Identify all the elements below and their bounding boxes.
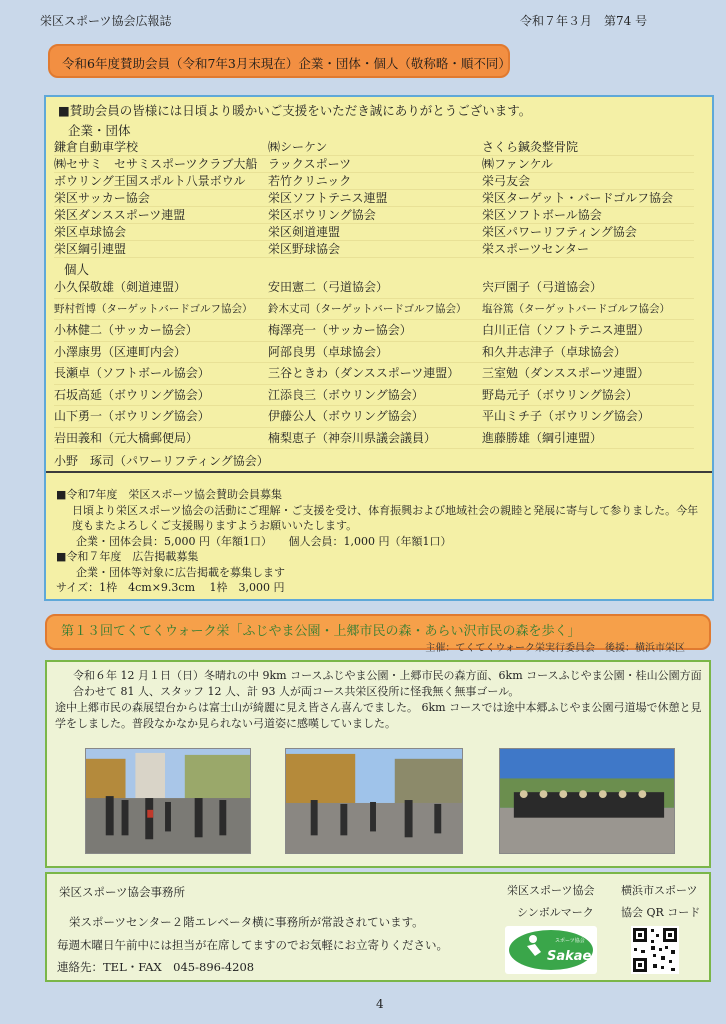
logo-text: Sakae — [547, 949, 592, 964]
list-item: 塩谷篤（ターゲットバードゴルフ協会） — [482, 299, 694, 321]
list-item: 安田憲二（弓道協会） — [268, 277, 482, 299]
ad-body: 企業・団体等対象に広告掲載を募集します — [76, 565, 285, 579]
ad-size: サイズ：1枠 4cm×9.3cm 1枠 3,000 円 — [56, 581, 285, 594]
walk-banner — [45, 614, 711, 654]
list-item: 栄スポーツセンター — [482, 241, 694, 258]
list-item: 伊藤公人（ボウリング協会） — [268, 406, 482, 428]
supporters-banner: 令和6年度賛助会員（令和7年3月末現在）企業・団体・個人（敬称略・順不同） — [48, 44, 510, 78]
office-contact: 連絡先：TEL・FAX 045-896-4208 — [57, 960, 255, 974]
list-item: 長瀬卓（ソフトボール協会） — [54, 363, 268, 385]
logo-label-2: シンボルマーク — [517, 906, 594, 919]
list-item: 進藤勝雄（綱引連盟） — [482, 428, 694, 450]
list-item: ㈱セサミ セサミスポーツクラブ大船 — [54, 156, 268, 173]
office-hours: 毎週木曜日午前中には担当が在席してますのでお気軽にお立寄りください。 — [57, 938, 448, 952]
list-item: 栄区卓球協会 — [54, 224, 268, 241]
logo-small-text: スポーツ協会 — [555, 938, 585, 944]
office-info — [45, 872, 711, 982]
list-item: ボウリング王国スポルト八景ボウル — [54, 173, 268, 190]
list-item: 栄区剣道連盟 — [268, 224, 482, 241]
issue-date: 令和７年３月 第74 号 — [520, 14, 648, 28]
list-item: 小林健二（サッカー協会） — [54, 320, 268, 342]
walk-organizer: 主催：てくてくウォーク栄実行委員会 後援：横浜市栄区 — [425, 643, 685, 654]
list-item: 梅澤亮一（サッカー協会） — [268, 320, 482, 342]
corp-label: 企業・団体 — [68, 123, 131, 138]
list-item: 平山ミチ子（ボウリング協会） — [482, 406, 694, 428]
list-item: 栄区ボウリング協会 — [268, 207, 482, 224]
qr-label-1: 横浜市スポーツ — [621, 884, 698, 897]
page-number: 4 — [376, 997, 384, 1011]
list-item: 栄区野球協会 — [268, 241, 482, 258]
list-item: 江添良三（ボウリング協会） — [268, 385, 482, 407]
list-item: 山下勇一（ボウリング協会） — [54, 406, 268, 428]
list-item: 阿部良男（卓球協会） — [268, 342, 482, 364]
walk-text-1: 令和６年 12 月１日（日）冬晴れの中 9km コースふじやま公園・上郷市民の森方面、6km コースふじやま公園・桂山公園方面合わせて 81 人、スタッフ 12 人、計 93 人が両コース共栄区役所に怪我無く無事ゴール。 — [73, 669, 702, 698]
list-item: 白川正信（ソフトテニス連盟） — [482, 320, 694, 342]
qr-label-2: 協会 QR コード — [621, 906, 701, 919]
corp-list — [54, 139, 694, 258]
list-item: 三谷ときわ（ダンススポーツ連盟） — [268, 363, 482, 385]
individual-list — [54, 277, 694, 449]
walk-photo-2 — [285, 748, 463, 854]
publication-name: 栄区スポーツ協会広報誌 — [40, 14, 172, 28]
thanks-message: ■賛助会員の皆様には日頃より暖かいご支援をいただき誠にありがとうございます。 — [58, 103, 532, 118]
walk-text-2: 途中上郷市民の森展望台からは富士山が綺麗に見え皆さん喜んでました。 6km コースでは途中本郷ふじやま公園弓道場で休憩と見学をしました。普段なかなか見られない弓道姿に感嘆していました。 — [55, 701, 702, 730]
list-item: 栄区ソフトボール協会 — [482, 207, 694, 224]
list-item: 小澤康男（区連町内会） — [54, 342, 268, 364]
walk-title: 第１３回てくてくウォーク栄「ふじやま公園・上郷市民の森・あらい沢市民の森を歩く」 — [61, 624, 581, 639]
supporters-section — [44, 95, 714, 601]
list-item: 和久井志津子（卓球協会） — [482, 342, 694, 364]
walk-report — [45, 660, 711, 868]
logo-label-1: 栄区スポーツ協会 — [507, 884, 595, 897]
individual-label: 個人 — [64, 262, 90, 277]
list-item: ラックスポーツ — [268, 156, 482, 173]
list-item: 栄区サッカー協会 — [54, 190, 268, 207]
recruit-body: 日頃より栄区スポーツ協会の活動にご理解・ご支援を受け、体育振興および地域社会の親睦と発展に寄与して参りました。今年度もまたよろしくご支援賜りますようお願いいたします。 — [72, 503, 699, 532]
list-item: 岩田義和（元大橋郵便局） — [54, 428, 268, 450]
list-item: 野島元子（ボウリング協会） — [482, 385, 694, 407]
list-item: 栄区パワーリフティング協会 — [482, 224, 694, 241]
recruit-notes — [56, 487, 706, 596]
list-item: 鎌倉自動車学校 — [54, 139, 268, 156]
list-item: 小野 琢司（パワーリフティング協会） — [54, 454, 269, 468]
list-item: 鈴木丈司（ターゲットバードゴルフ協会） — [268, 299, 482, 321]
list-item: 小久保敬雄（剣道連盟） — [54, 277, 268, 299]
sports-association-logo — [505, 926, 597, 974]
list-item: ㈱ファンケル — [482, 156, 694, 173]
office-title: 栄区スポーツ協会事務所 — [59, 885, 186, 899]
list-item: 楠梨恵子（神奈川県議会議員） — [268, 428, 482, 450]
list-item: ㈱シーケン — [268, 139, 482, 156]
recruit-title: ■令和7年度 栄区スポーツ協会賛助会員募集 — [56, 488, 282, 501]
office-location: 栄スポーツセンター２階エレベータ横に事務所が常設されています。 — [69, 915, 424, 929]
fees: 企業・団体会員：5,000 円（年額1口） 個人会員：1,000 円（年額1口） — [76, 534, 452, 548]
list-item: 栄区ソフトテニス連盟 — [268, 190, 482, 207]
walk-photo-1 — [85, 748, 251, 854]
list-item: 石坂高延（ボウリング協会） — [54, 385, 268, 407]
list-item: 三室勉（ダンススポーツ連盟） — [482, 363, 694, 385]
section-divider — [46, 471, 712, 473]
list-item: 宍戸園子（弓道協会） — [482, 277, 694, 299]
walk-photo-3 — [499, 748, 675, 854]
list-item: 栄弓友会 — [482, 173, 694, 190]
list-item: 若竹クリニック — [268, 173, 482, 190]
list-item: さくら鍼灸整骨院 — [482, 139, 694, 156]
qr-code-icon — [631, 926, 679, 974]
list-item: 野村哲博（ターゲットバードゴルフ協会） — [54, 299, 268, 321]
list-item: 栄区綱引連盟 — [54, 241, 268, 258]
list-item: 栄区ターゲット・バードゴルフ協会 — [482, 190, 694, 207]
list-item: 栄区ダンススポーツ連盟 — [54, 207, 268, 224]
ad-title: ■令和７年度 広告掲載募集 — [56, 550, 199, 563]
